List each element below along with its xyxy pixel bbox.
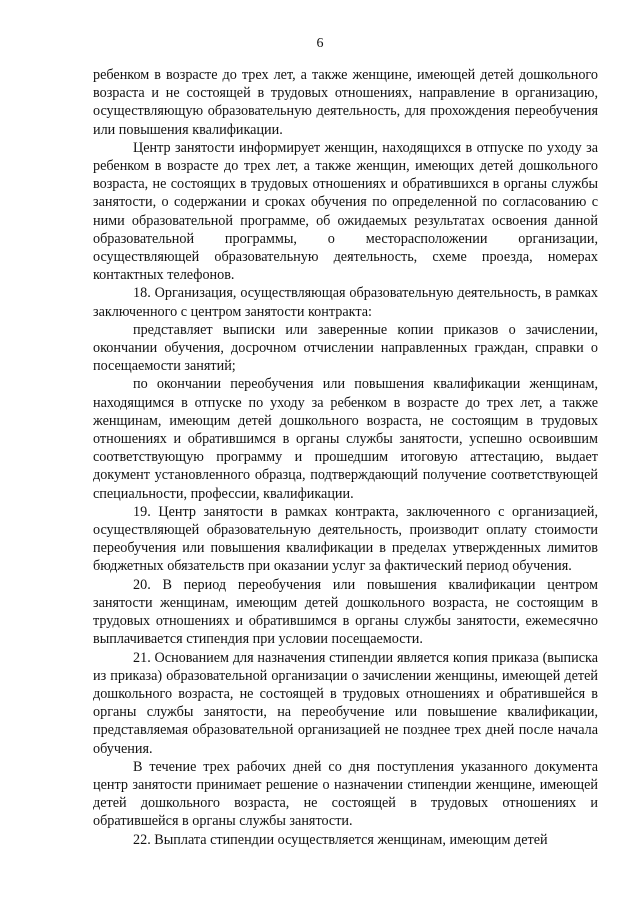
paragraph-continuation: ребенком в возрасте до трех лет, а также женщине, имеющей детей дошкольного возраста и не состоящей в трудовых отношениях, направление в организацию, осуществляющую образовательную деятельность, для прохождения переобучения или повышения квалификации. [93,67,598,138]
paragraph-clause-18-item-1: представляет выписки или заверенные копии приказов о зачислении, окончании обучения, досрочном отчислении направленных граждан, справки о посещаемости занятий; [93,321,598,375]
paragraph-job-center-informs: Центр занятости информирует женщин, находящихся в отпуске по уходу за ребенком в возрасте до трех лет, а также женщин, имеющих детей дошкольного возраста, не состоящих в трудовых отношениях и обратившихся в органы службы занятости, о содержании и сроках обучения по определенной по согласованию с ними образовательной программе, об ожидаемых результатах освоения данной образовательной программы, о месторасположении организации, осуществляющей образовательную деятельность, схеме проезда, номерах контактных телефонов. [93,139,598,284]
paragraph-clause-21-decision: В течение трех рабочих дней со дня поступления указанного документа центр занятости принимает решение о назначении стипендии женщине, имеющей детей дошкольного возраста, не состоящей в трудовых отношениях и обратившейся в органы службы занятости. [93,758,598,830]
paragraph-clause-18-item-2: по окончании переобучения или повышения квалификации женщинам, находящимся в отпуске по уходу за ребенком в возрасте до трех лет, а также женщинам, имеющим детей дошкольного возраста, не состоящим в трудовых отношениях и обратившимся в органы службы занятости, успешно освоившим соответствующую программу и прошедшим итоговую аттестацию, выдает документ установленного образца, подтверждающий получение соответствующей специальности, профессии, квалификации. [93,376,598,502]
paragraph-clause-20: 20. В период переобучения или повышения квалификации центром занятости женщинам, имеющим детей дошкольного возраста, не состоящим в трудовых отношениях и обратившимся в органы службы занятости, ежемесячно выплачивается стипендия при условии посещаемости. [93,576,598,648]
paragraph-clause-22: 22. Выплата стипендии осуществляется женщинам, имеющим детей [133,831,548,848]
page-number: 6 [316,36,324,51]
document-body [93,66,598,849]
paragraph-clause-18: 18. Организация, осуществляющая образовательную деятельность, в рамках заключенного с центром занятости контракта: [93,285,598,320]
paragraph-clause-21: 21. Основанием для назначения стипендии является копия приказа (выписка из приказа) образовательной организации о зачислении женщины, имеющей детей дошкольного возраста, не состоящей в трудовых отношениях и обратившейся в органы службы занятости, на переобучение или повышение квалификации, представляемая образовательной организацией не позднее трех дней после начала обучения. [93,649,598,757]
paragraph-clause-19: 19. Центр занятости в рамках контракта, заключенного с организацией, осуществляющей образовательную деятельность, производит оплату стоимости переобучения или повышения квалификации в пределах утвержденных лимитов бюджетных обязательств при оказании услуг за фактический период обучения. [93,503,598,575]
